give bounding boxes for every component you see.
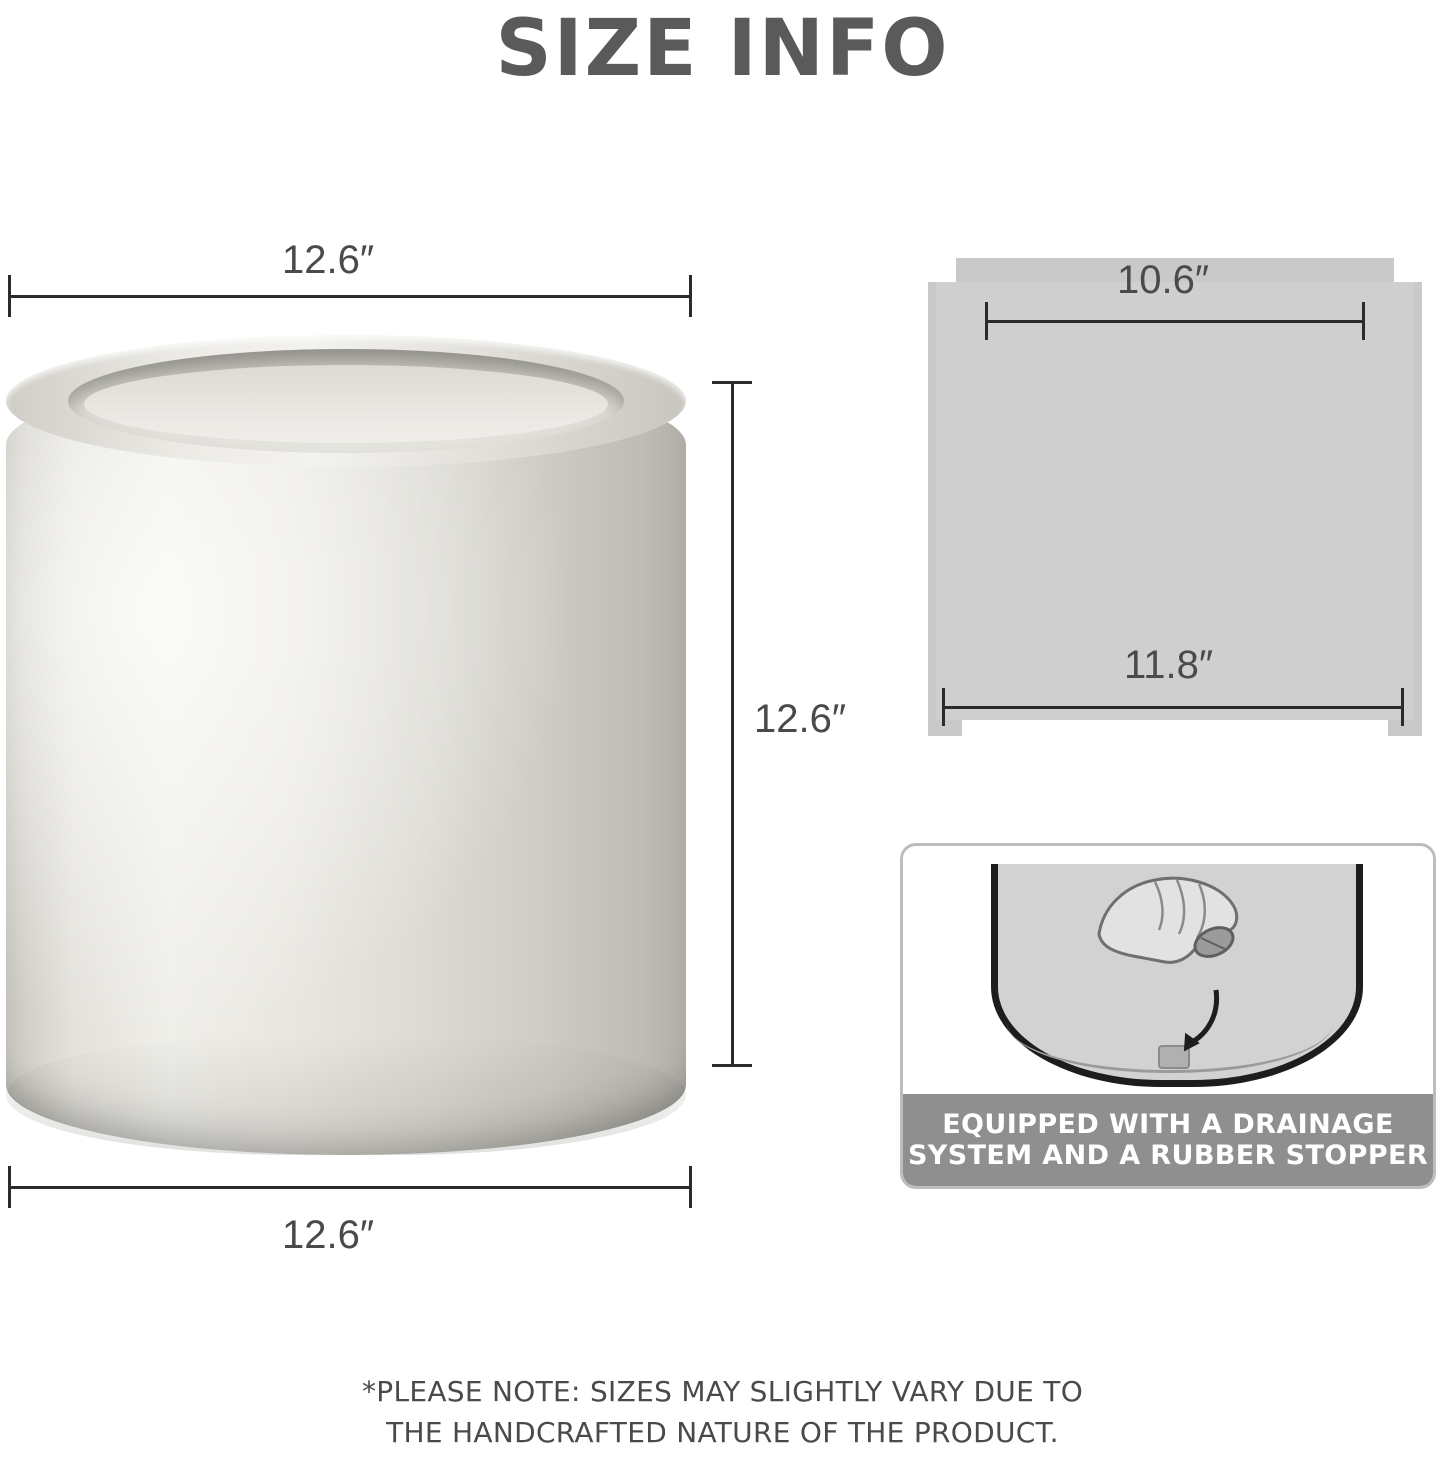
top-width-left-cap [8,275,11,317]
inner-bottom-width-right-cap [1401,688,1404,726]
inner-bottom-width-dimension-line [942,706,1404,709]
inner-top-width-left-cap [985,302,988,340]
footer-note-line-1: *PLEASE NOTE: SIZES MAY SLIGHTLY VARY DUE TO [361,1375,1084,1408]
top-width-right-cap [689,275,692,317]
drainage-caption-banner [903,1094,1433,1186]
drainage-feature-card [900,843,1436,1189]
inner-bottom-width-left-cap [942,688,945,726]
hand-icon [1093,868,1253,998]
height-label: 12.6″ [754,697,847,741]
planter-body [6,375,686,1155]
inner-bottom-width-label: 11.8″ [1124,643,1214,687]
inner-top-width-right-cap [1362,302,1365,340]
top-width-dimension-line [8,295,692,298]
page-title: SIZE INFO [495,4,950,94]
cross-section-foot-right [1388,720,1422,736]
height-bottom-cap [712,1064,752,1067]
bottom-width-label: 12.6″ [282,1213,375,1257]
height-dimension-line [731,381,734,1067]
bottom-width-right-cap [689,1166,692,1208]
inner-top-width-dimension-line [985,320,1365,323]
bottom-width-left-cap [8,1166,11,1208]
drainage-caption-line-2: SYSTEM AND A RUBBER STOPPER [907,1140,1429,1171]
planter-opening-inner [84,365,608,443]
planter-product-image [6,335,686,1165]
drainage-caption-line-1: EQUIPPED WITH A DRAINAGE [942,1108,1394,1140]
inner-top-width-label: 10.6″ [1117,258,1210,302]
cross-section-foot-left [928,720,962,736]
planter-rim [6,335,686,467]
cross-section-notch-right [1394,258,1422,282]
height-top-cap [712,381,752,384]
planter-opening [68,349,624,453]
footer-note [0,1372,1445,1453]
top-width-label: 12.6″ [282,238,375,282]
cross-section-notch-left [928,258,956,282]
bottom-width-dimension-line [8,1186,692,1189]
footer-note-line-2: THE HANDCRAFTED NATURE OF THE PRODUCT. [386,1415,1059,1449]
cross-section-base-gap [962,720,1388,736]
